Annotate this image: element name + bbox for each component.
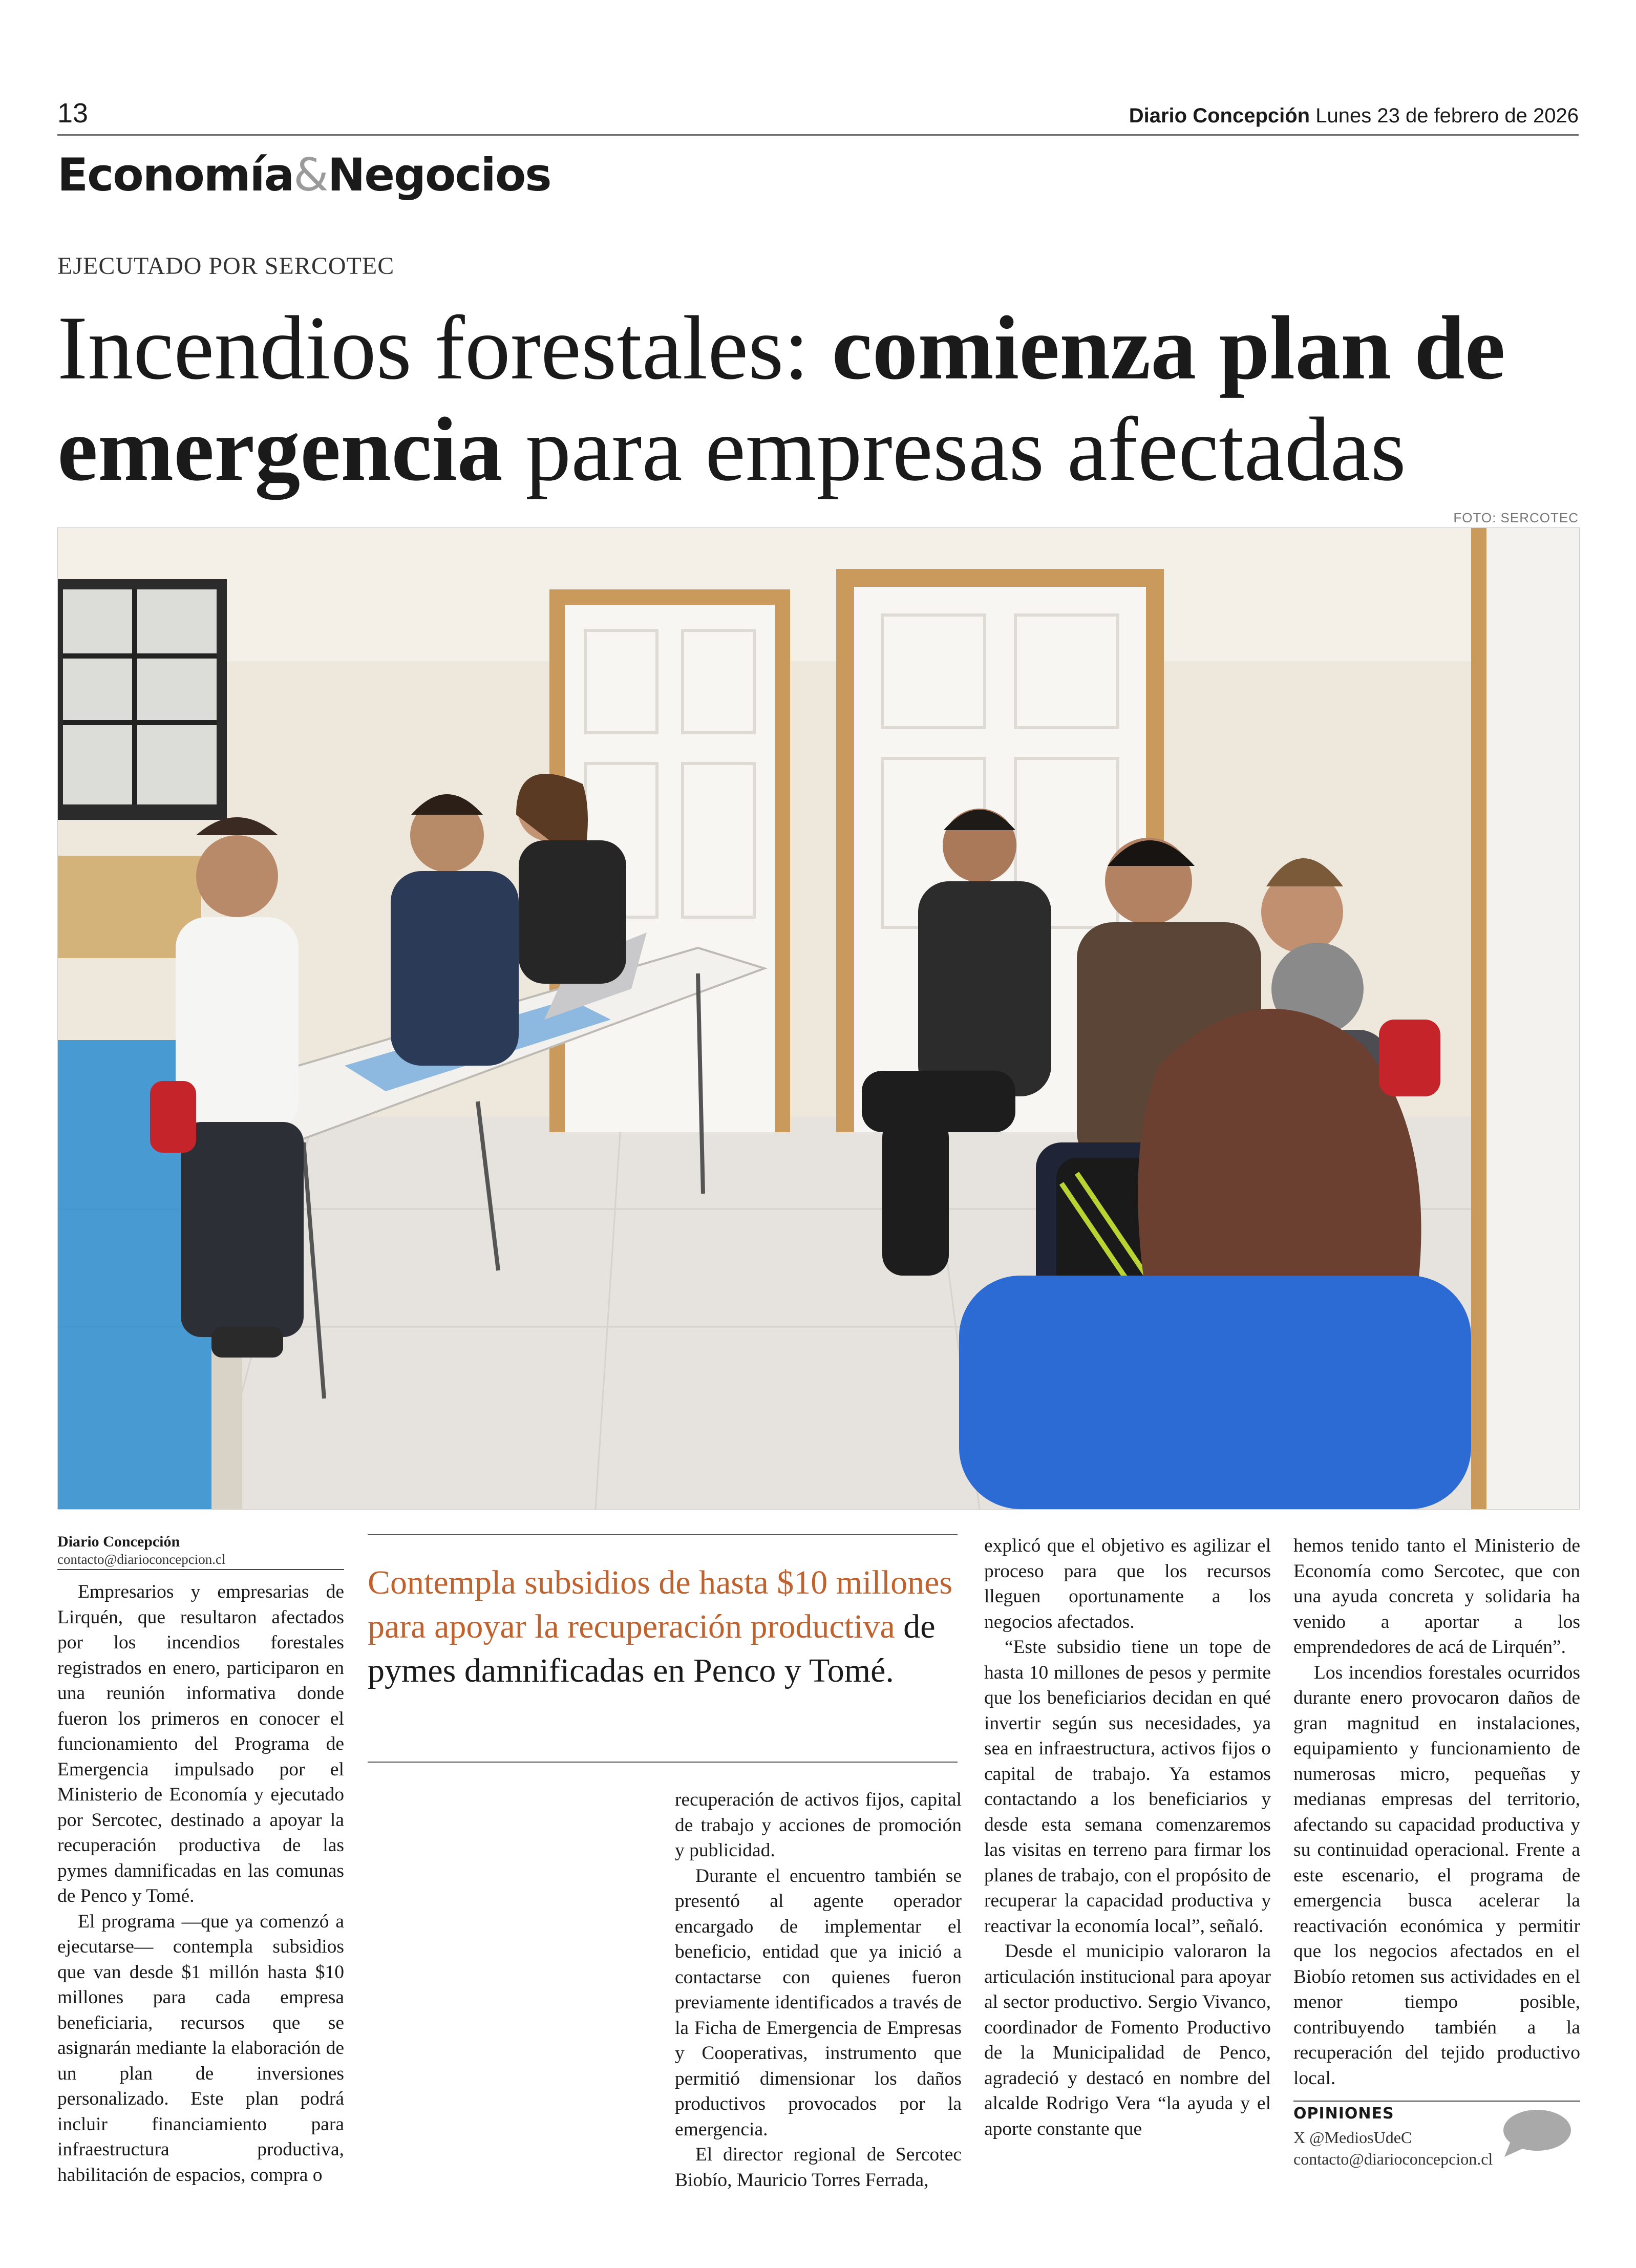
opinions-rule <box>1293 2101 1580 2102</box>
pull-quote-rule-bottom <box>368 1762 958 1763</box>
paragraph: recuperación de activos fijos, capital de trabajo y acciones de promoción y publicidad. <box>675 1789 962 1861</box>
section-left: Economía <box>57 149 294 201</box>
page-number: 13 <box>57 98 89 129</box>
speech-bubble-icon <box>1500 2108 1572 2161</box>
byline-rule <box>57 1569 344 1570</box>
photo-credit: FOTO: SERCOTEC <box>1453 510 1579 525</box>
article-column-3 <box>984 1533 1271 2142</box>
paragraph: El programa —que ya comenzó a ejecutarse— contempla subsidios que van desde $1 millón hasta $10 millones para cada empresa beneficiaria, recursos que se asignarán mediante la elaboración de un plan de inversiones personalizado. Este plan podrá incluir financiamiento para infraestructura productiva, habilitación de espacios, compra o <box>57 1911 344 2186</box>
opinions-email[interactable]: contacto@diarioconcepcion.cl <box>1293 2150 1493 2168</box>
pull-quote-rule-top <box>368 1534 958 1535</box>
headline-part-1: Incendios forestales: <box>57 297 832 398</box>
header-rule <box>57 134 1579 136</box>
article-photo <box>57 527 1580 1510</box>
article-headline <box>57 297 1593 500</box>
article-kicker: EJECUTADO POR SERCOTEC <box>57 252 395 280</box>
pull-quote <box>368 1561 958 1693</box>
paragraph: “Este subsidio tiene un tope de hasta 10 millones de pesos y permite que los beneficiarios decidan en qué invertir según sus necesidades, ya sea en infraestructura, activos fijos o capital de trabajo. Ya estamos contactando a los beneficiarios y desde esta semana comenzaremos las visitas en terreno para firmar los planes de trabajo, con el propósito de recuperar la capacidad productiva y reactivar la economía local”, señaló. <box>984 1637 1271 1937</box>
pull-quote-rest: de pymes damnificadas en Penco y Tomé. <box>368 1608 936 1689</box>
paragraph: Durante el encuentro también se presentó al agente operador encargado de implementar el beneficio, entidad que ya inició a contactarse con quienes fueron previamente identificados a través de la Ficha de Emergencia de Empresas y Cooperativas, instrumento que permitió dimensionar los daños productivos provocados por la emergencia. <box>675 1865 962 2140</box>
article-column-1 <box>57 1579 344 2188</box>
article-column-2 <box>675 1787 962 2193</box>
headline-part-2: para empresas afectadas <box>502 398 1406 500</box>
byline-name: Diario Concepción <box>57 1533 180 1550</box>
section-right: Negocios <box>327 149 551 201</box>
headline-bold: comienza plan de emergencia <box>57 297 1505 500</box>
article-column-4 <box>1293 1533 1580 2091</box>
pull-quote-highlight: Contempla subsidios de hasta $10 millones para apoyar la recuperación productiva <box>368 1564 953 1645</box>
opinions-title: OPINIONES <box>1293 2105 1394 2123</box>
paragraph: explicó que el objetivo es agilizar el proceso para que los recursos lleguen oportunamente a los negocios afectados. <box>984 1535 1271 1633</box>
section-ampersand: & <box>293 149 328 201</box>
paragraph: hemos tenido tanto el Ministerio de Economía como Sercotec, que con una ayuda concreta y solidaria ha venido a aportar a los emprendedores de acá de Lirquén”. <box>1293 1535 1580 1658</box>
byline-email[interactable]: contacto@diarioconcepcion.cl <box>57 1552 226 1567</box>
paragraph: El director regional de Sercotec Biobío, Mauricio Torres Ferrada, <box>675 2144 962 2191</box>
paragraph: Empresarios y empresarias de Lirquén, que resultaron afectados por los incendios forestales registrados en enero, participaron en una reunión informativa donde fueron los primeros en conocer el funcionamiento del Programa de Emergencia impulsado por el Ministerio de Economía y ejecutado por Sercotec, destinado a apoyar la recuperación productiva de las pymes damnificadas en las comunas de Penco y Tomé. <box>57 1581 344 1906</box>
masthead <box>1129 104 1579 128</box>
issue-date: Lunes 23 de febrero de 2026 <box>1315 104 1579 127</box>
opinions-social[interactable]: X @MediosUdeC <box>1293 2128 1412 2147</box>
newspaper-name: Diario Concepción <box>1129 104 1310 127</box>
paragraph: Los incendios forestales ocurridos durante enero provocaron daños de gran magnitud en instalaciones, equipamiento y funcionamiento de numerosas micro, pequeñas y medianas empresas del territorio, afectando su capacidad productiva y su continuidad operacional. Frente a este escenario, el programa de emergencia busca acelerar la reactivación económica y permitir que los negocios afectados en el Biobío retomen sus actividades en el menor tiempo posible, contribuyendo también a la recuperación del tejido productivo local. <box>1293 1662 1580 2089</box>
paragraph: Desde el municipio valoraron la articulación institucional para apoyar al sector productivo. Sergio Vivanco, coordinador de Fomento Productivo de la Municipalidad de Penco, agradeció y destacó en nombre del alcalde Rodrigo Vera “la ayuda y el aporte constante que <box>984 1941 1271 2139</box>
section-title <box>57 149 551 201</box>
